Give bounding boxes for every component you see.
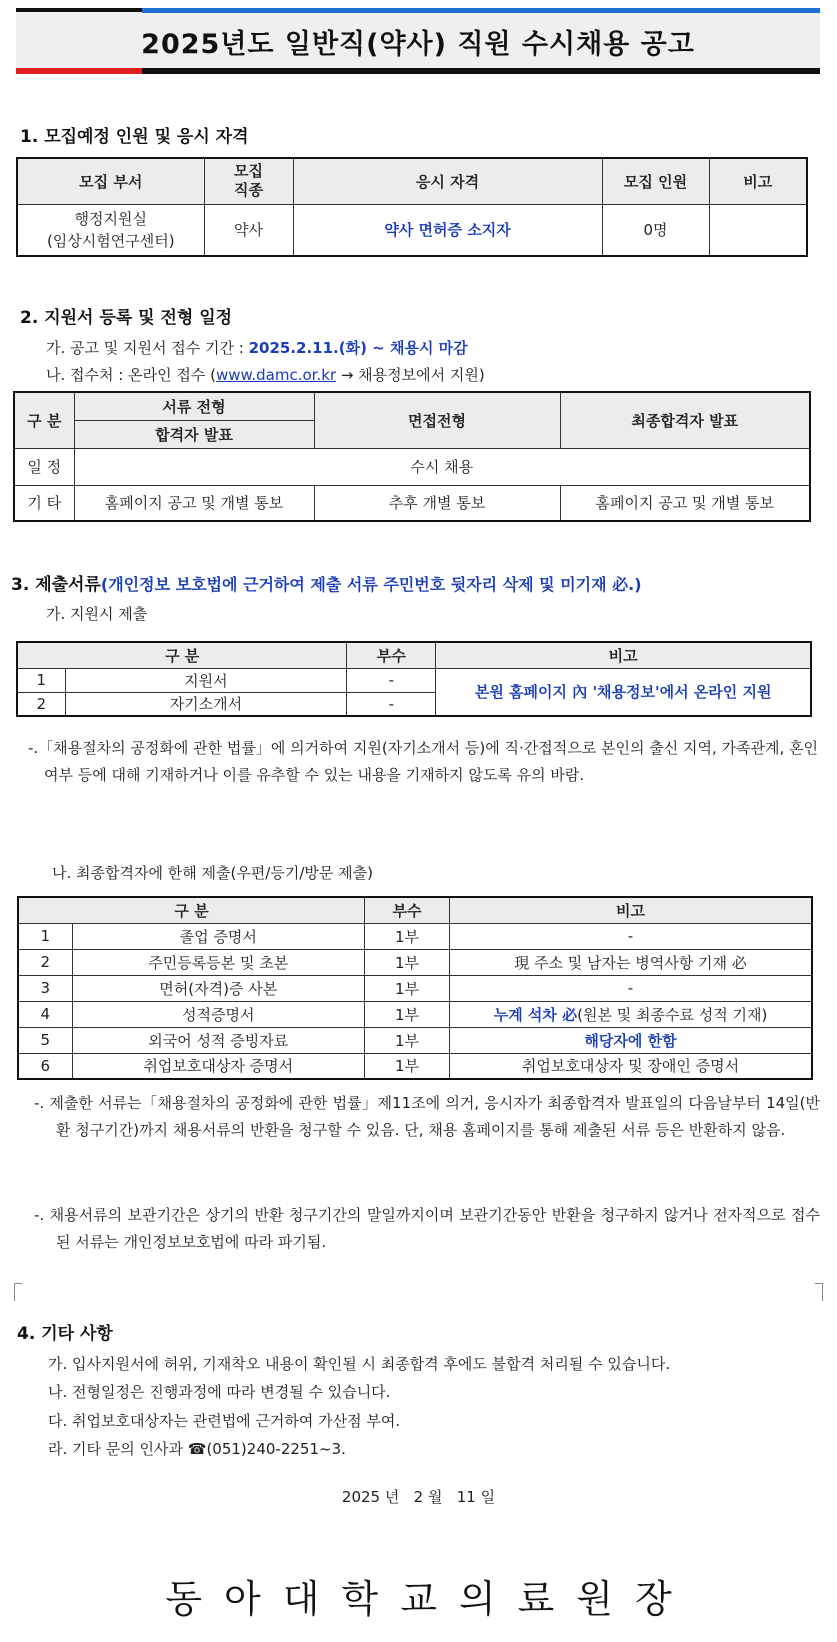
subsection-ga: 가. 지원시 제출 <box>46 605 148 623</box>
submit-docs-table <box>16 641 812 717</box>
apply-place-suffix: → 채용정보에서 지원) <box>336 366 485 384</box>
row-number: 4 <box>18 1001 72 1027</box>
note-cell <box>709 204 807 256</box>
doc-count: - <box>347 692 436 716</box>
doc-name: 성적증명서 <box>72 1001 365 1027</box>
doc-name: 면허(자격)증 사본 <box>72 975 365 1001</box>
dept-line: (임상시험연구센터) <box>46 231 175 250</box>
issuer-signature: 동아대학교의료원장 <box>165 1577 694 1621</box>
col-header: 부수 <box>365 897 450 923</box>
etc-item: 라. 기타 문의 인사과 ☎(051)240-2251~3. <box>48 1440 346 1458</box>
apply-note: 본원 홈페이지 內 '채용정보'에서 온라인 지원 <box>436 668 811 716</box>
rank-required: 누계 석차 必 <box>493 1005 578 1024</box>
doc-note <box>450 1001 812 1027</box>
doc-name: 졸업 증명서 <box>72 923 365 949</box>
doc-name: 지원서 <box>65 668 347 692</box>
col-header: 모집 부서 <box>17 158 204 204</box>
corner-mark <box>14 1283 22 1301</box>
corner-mark <box>815 1283 823 1301</box>
row-label: 일 정 <box>14 448 74 485</box>
privacy-notice: (개인정보 보호법에 근거하여 제출 서류 주민번호 뒷자리 삭제 및 미기재 必.) <box>100 575 642 594</box>
doc-note: 現 주소 및 남자는 병역사항 기재 必 <box>450 949 812 975</box>
count-cell: 0명 <box>602 204 709 256</box>
doc-count: 1부 <box>365 949 450 975</box>
recruit-table <box>16 157 808 257</box>
transcript-note: (원본 및 최종수료 성적 기재) <box>577 1005 768 1024</box>
schedule-value: 수시 채용 <box>74 448 810 485</box>
col-header: 비고 <box>436 642 811 668</box>
document-retention-notice: -. 채용서류의 보관기간은 상기의 반환 청구기간의 말일까지이며 보관기간동안 반환을 청구하지 않거나 전자적으로 접수된 서류는 개인정보보호법에 따라 파기됨. <box>34 1206 820 1251</box>
doc-note: 해당자에 한함 <box>450 1027 812 1053</box>
final-docs-table <box>17 896 813 1080</box>
doc-note: 취업보호대상자 및 장애인 증명서 <box>450 1053 812 1079</box>
row-number: 6 <box>18 1053 72 1079</box>
qualification-cell: 약사 면허증 소지자 <box>293 204 602 256</box>
doc-count: - <box>347 668 436 692</box>
row-number: 2 <box>17 692 65 716</box>
col-header: 최종합격자 발표 <box>560 392 810 448</box>
apply-place-label: 나. 접수처 : 온라인 접수 ( <box>46 366 216 384</box>
row-number: 1 <box>18 923 72 949</box>
document-return-notice: -. 제출한 서류는「채용절차의 공정화에 관한 법률」제11조에 의거, 응시자가 최종합격자 발표일의 다음날부터 14일(반환 청구기간)까지 채용서류의 반환을 청구할 수 있음. 단, 채용 홈페이지를 통해 제출된 서류 등은 반환하지 않음. <box>34 1094 820 1139</box>
schedule-table <box>13 391 811 522</box>
doc-note: - <box>450 923 812 949</box>
row-number: 1 <box>17 668 65 692</box>
row-number: 5 <box>18 1027 72 1053</box>
doc-count: 1부 <box>365 1027 450 1053</box>
row-number: 2 <box>18 949 72 975</box>
table-cell: 홈페이지 공고 및 개별 통보 <box>74 485 314 521</box>
doc-count: 1부 <box>365 923 450 949</box>
doc-name: 자기소개서 <box>65 692 347 716</box>
col-header: 서류 전형 <box>74 392 314 420</box>
col-header: 부수 <box>347 642 436 668</box>
apply-place-line <box>46 364 485 385</box>
subsection-na: 나. 최종합격자에 한해 제출(우편/등기/방문 제출) <box>52 864 373 882</box>
page-title: 2025년도 일반직(약사) 직원 수시채용 공고 <box>141 29 695 60</box>
job-cell: 약사 <box>204 204 293 256</box>
col-header: 비고 <box>450 897 812 923</box>
banner-bar <box>16 68 142 74</box>
period-value: 2025.2.11.(화) ~ 채용시 마감 <box>248 339 468 357</box>
table-cell: 추후 개별 통보 <box>314 485 560 521</box>
section-1-heading: 1. 모집예정 인원 및 응시 자격 <box>20 127 249 147</box>
doc-name: 주민등록등본 및 초본 <box>72 949 365 975</box>
doc-note: - <box>450 975 812 1001</box>
etc-item: 나. 전형일정은 진행과정에 따라 변경될 수 있습니다. <box>48 1383 391 1401</box>
fair-hiring-notice: -.「채용절차의 공정화에 관한 법률」에 의거하여 지원(자기소개서 등)에 직·간접적으로 본인의 출신 지역, 가족관계, 혼인 여부 등에 대해 기재하거나 이를 유추할 수 있는 내용을 기재하지 않도록 유의 바람. <box>28 739 818 784</box>
section-2-heading: 2. 지원서 등록 및 전형 일정 <box>20 308 233 328</box>
doc-count: 1부 <box>365 1053 450 1079</box>
doc-name: 취업보호대상자 증명서 <box>72 1053 365 1079</box>
row-number: 3 <box>18 975 72 1001</box>
col-header: 모집 인원 <box>602 158 709 204</box>
col-header: 합격자 발표 <box>74 420 314 448</box>
doc-name: 외국어 성적 증빙자료 <box>72 1027 365 1053</box>
homepage-link[interactable]: www.damc.or.kr <box>215 366 337 384</box>
dept-cell <box>17 204 204 256</box>
col-header: 응시 자격 <box>293 158 602 204</box>
banner-bar <box>16 8 142 12</box>
col-header: 구 분 <box>17 642 347 668</box>
section-4-heading: 4. 기타 사항 <box>17 1324 113 1344</box>
schedule-period-line <box>46 337 468 358</box>
doc-count: 1부 <box>365 975 450 1001</box>
row-label: 기 타 <box>14 485 74 521</box>
banner-bar <box>142 68 820 74</box>
etc-item: 다. 취업보호대상자는 관련법에 근거하여 가산점 부여. <box>48 1412 401 1430</box>
section-3-title: 3. 제출서류 <box>11 575 101 595</box>
etc-item: 가. 입사지원서에 허위, 기재착오 내용이 확인될 시 최종합격 후에도 불합격 처리될 수 있습니다. <box>48 1355 671 1373</box>
col-header: 모집 직종 <box>204 158 293 204</box>
col-header: 구 분 <box>18 897 365 923</box>
period-label: 가. 공고 및 지원서 접수 기간 : <box>46 339 249 357</box>
col-header: 비고 <box>709 158 807 204</box>
col-header: 면접전형 <box>314 392 560 448</box>
banner-bar <box>142 8 820 13</box>
title-banner <box>16 8 820 74</box>
doc-count: 1부 <box>365 1001 450 1027</box>
dept-line: 행정지원실 <box>74 209 147 228</box>
col-header: 구 분 <box>14 392 74 448</box>
announcement-date: 2025 년 2 월 11 일 <box>341 1488 496 1506</box>
table-cell: 홈페이지 공고 및 개별 통보 <box>560 485 810 521</box>
section-3-heading <box>11 570 642 595</box>
